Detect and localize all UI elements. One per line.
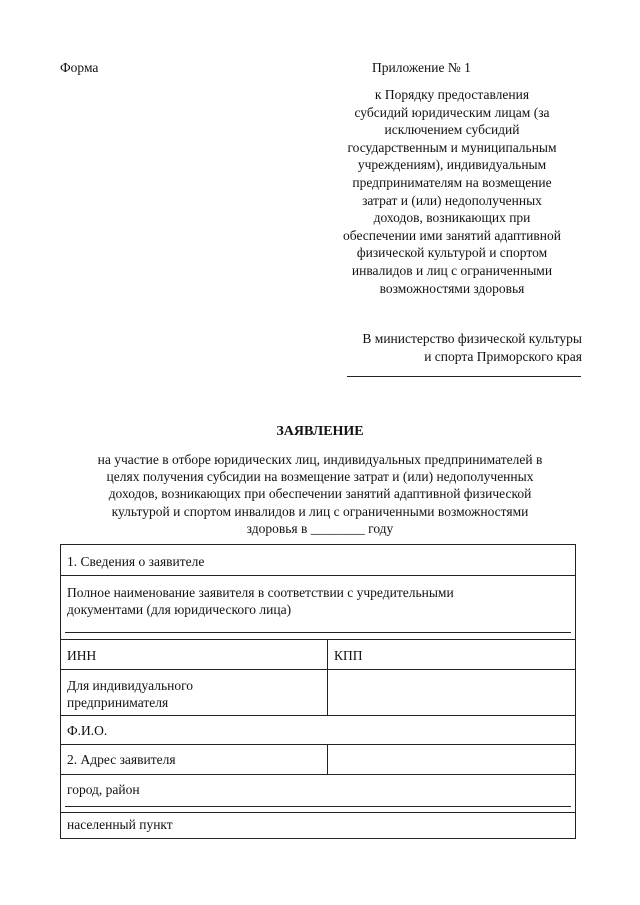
- city-district-fill-line[interactable]: [65, 806, 571, 807]
- application-form-table: [60, 544, 576, 839]
- appendix-line: исключением субсидий: [384, 122, 520, 138]
- full-name-label-line: документами (для юридического лица): [67, 602, 292, 617]
- statement-heading: ЗАЯВЛЕНИЕ: [276, 424, 364, 439]
- entrepreneur-label: [61, 670, 328, 715]
- kpp-cell[interactable]: [328, 640, 575, 669]
- purpose-line: на участие в отборе юридических лиц, индивидуальных предпринимателей в: [97, 452, 543, 467]
- addressee-line: В министерство физической культуры: [362, 331, 582, 346]
- addressee: [300, 330, 582, 366]
- appendix-line: затрат и (или) недополученных: [362, 192, 542, 208]
- table-row: [61, 576, 575, 640]
- section-applicant-address: [61, 745, 328, 774]
- appendix-line: обеспечении ими занятий адаптивной: [343, 227, 561, 243]
- fio-label: Ф.И.О.: [67, 723, 108, 738]
- statement-purpose: [60, 451, 580, 537]
- purpose-line: культурой и спортом инвалидов и лиц с ограниченными возможностями: [111, 503, 529, 519]
- table-row: [61, 745, 575, 775]
- appendix-title: Приложение № 1: [372, 60, 471, 75]
- addressee-signature-line[interactable]: [347, 376, 581, 377]
- address-section-label: 2. Адрес заявителя: [67, 752, 176, 767]
- purpose-line: доходов, возникающих при обеспечении занятий адаптивной физической: [108, 486, 532, 502]
- settlement-label: населенный пункт: [67, 817, 173, 832]
- purpose-line: здоровья в ________ году: [246, 520, 394, 536]
- addressee-line: и спорта Приморского края: [424, 349, 582, 364]
- appendix-line: предпринимателям на возмещение: [352, 174, 552, 190]
- full-name-label: [61, 576, 575, 639]
- city-district-label: город, район: [67, 782, 140, 797]
- form-label: Форма: [60, 60, 99, 75]
- table-row: [61, 545, 575, 576]
- full-name-label-line: Полное наименование заявителя в соответствии с учредительными: [67, 585, 454, 600]
- table-row: [61, 716, 575, 745]
- appendix-line: возможностями здоровья: [379, 280, 525, 296]
- entrepreneur-label-line: предпринимателя: [67, 695, 169, 710]
- table-row: [61, 813, 575, 838]
- table-row: [61, 775, 575, 813]
- appendix-line: доходов, возникающих при: [373, 210, 531, 226]
- appendix-line: физической культурой и спортом: [356, 245, 548, 261]
- table-row: [61, 640, 575, 670]
- address-input-cell[interactable]: [328, 745, 575, 774]
- appendix-line: учреждениям), индивидуальным: [357, 157, 547, 173]
- appendix-reference: [318, 86, 586, 297]
- entrepreneur-label-line: Для индивидуального: [67, 678, 194, 693]
- full-name-fill-line[interactable]: [65, 632, 571, 633]
- section-applicant-info: 1. Сведения о заявителе: [67, 554, 205, 569]
- appendix-line: инвалидов и лиц с ограниченными: [351, 262, 553, 278]
- appendix-line: государственным и муниципальным: [347, 139, 557, 155]
- inn-label: ИНН: [67, 648, 97, 663]
- inn-cell[interactable]: [61, 640, 328, 669]
- appendix-line: субсидий юридическим лицам (за: [354, 104, 550, 120]
- entrepreneur-input-cell[interactable]: [328, 670, 575, 715]
- appendix-line: к Порядку предоставления: [374, 87, 530, 102]
- table-row: [61, 670, 575, 716]
- purpose-line: целях получения субсидии на возмещение затрат и (или) недополученных: [106, 469, 534, 485]
- kpp-label: КПП: [334, 648, 363, 663]
